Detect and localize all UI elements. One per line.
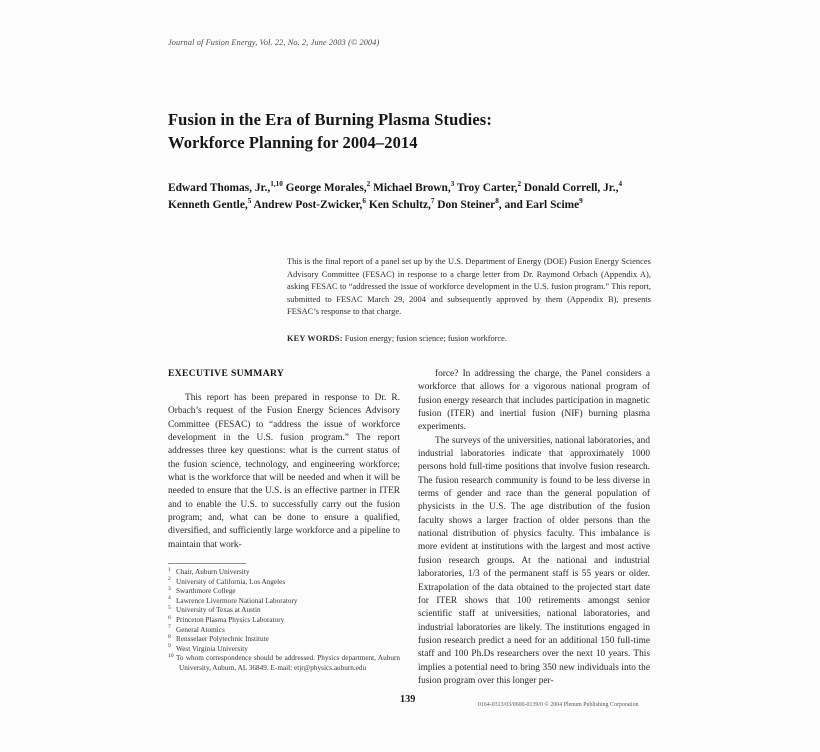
page-number: 139 [400,694,416,705]
footnote-list [168,568,400,674]
author-name: Troy Carter, [454,182,518,194]
author-name: , and Earl Scime [498,198,580,211]
footnote-text: University of California, Los Angeles [176,577,286,586]
author-list [168,180,658,213]
author-affiliation-marker: 2 [366,180,371,189]
author-name: George Morales, [282,182,367,194]
footnote-text: General Atomics [176,625,225,634]
author-line-2 [168,197,658,214]
author-affiliation-marker: 7 [430,196,435,205]
footnote-item: 5 University of Texas at Austin [168,604,261,615]
page-title [168,108,688,154]
author-affiliation-marker: 8 [495,196,499,205]
footnote-item: 6 Princeton Plasma Physics Laboratory [168,614,285,624]
author-affiliation-marker: 2 [517,180,522,189]
right-paragraph-1: force? In addressing the charge, the Panel considers a workforce that allows for a vigorous national program of fusion energy research that includes participation in magnetic fusion (ITER) and inertial fusion (NIF) burning plasma experiments. [418,369,650,433]
author-name: Andrew Post-Zwicker, [251,198,363,211]
author-name: Kenneth Gentle, [168,198,248,211]
footnote-text: Chair, Auburn University [176,568,250,576]
footnote-item: 10 To whom correspondence should be addressed. Physics department, Auburn University, Auburn, AL 36849. E-mail: etjr@physics.auburn.edu [168,652,400,672]
keywords-value: Fusion energy; fusion science; fusion workforce. [344,334,507,343]
keywords-line [287,334,651,343]
author-affiliation-marker: 9 [579,196,583,205]
author-affiliation-marker: 5 [247,196,252,205]
title-line-2: Workforce Planning for 2004–2014 [168,133,418,152]
right-paragraph-2: The surveys of the universities, national laboratories, and industrial laboratories indicate that approximately 1000 persons hold full-time positions that involve fusion research. The fusion research community is found to be less diverse in terms of gender and race than the general population of physicists in the U.S. The age distribution of the fusion faculty shows a larger fraction of older persons than the national distribution of physics faculty. This imbalance is more evident at institutions with the largest and most active fusion research groups. At the national and industrial laboratories, 1/3 of the permanent staff is 55 years or older. Extrapolation of the data obtained to the projected start date for ITER shows that 100 retirements amongst senior scientific staff at universities, national laboratories, and industrial laboratories are likely. The institutions engaged in fusion research predict a need for an additional 150 full-time staff and 100 Ph.Ds researchers over the next 10 years. This implies a potential need to bring 350 new individuals into the fusion program over this longer per- [418,435,650,686]
footnote-text: University of Texas at Austin [176,606,261,615]
section-heading-executive-summary: EXECUTIVE SUMMARY [168,368,285,379]
author-name: Edward Thomas, Jr., [168,182,271,194]
author-name: Donald Correll, Jr., [521,182,619,194]
footnote-item: 8 Rensselaer Polytechnic Institute [168,633,269,644]
copyright-line: 0164-0313/03/0600-0139/0 © 2004 Plenum Publishing Corporation [478,702,639,708]
journal-running-head: Journal of Fusion Energy, Vol. 22, No. 2, June 2003 (© 2004) [168,38,380,47]
footnote-item: 9 West Virginia University [168,643,248,653]
author-line-1 [168,180,658,197]
footnote-item: 7 General Atomics [168,624,225,634]
footnote-item: 1 Chair, Auburn University [168,566,250,576]
author-affiliation-marker: 4 [618,180,623,189]
left-paragraph-1: This report has been prepared in response to Dr. R. Orbach’s request of the Fusion Energy Sciences Advisory Committee (FESAC) to “address the issue of workforce development in the U.S. fusion program.” The report addresses three key questions: what is the current status of the fusion science, technology, and engineering workforce; what is the workforce that will be needed and when it will be needed to ensure that the U.S. is an effective partner in ITER and to enable the U.S. to successfully carry out the fusion program; and, what can be done to ensure a qualified, diversified, and sufficiently large workforce and a pipeline to maintain that work- [168,393,400,550]
abstract-block [287,256,651,319]
footnote-separator-rule [168,563,246,564]
footnote-text: Rensselaer Polytechnic Institute [176,635,269,644]
author-affiliation-marker: 1,10 [270,180,283,189]
author-affiliation-marker: 3 [450,180,455,189]
footnote-text: West Virginia University [176,644,248,653]
footnote-item: 3 Swarthmore College [168,585,236,596]
footnote-text: To whom correspondence should be addressed. Physics department, Auburn University, Auburn, AL 36849. E-mail: etjr@physics.auburn.edu [176,654,400,672]
right-column [418,368,650,688]
keywords-label: KEY WORDS: [287,334,343,343]
footnote-item: 2 University of California, Los Angeles [168,576,286,586]
left-column [168,368,400,552]
footnote-text: Swarthmore College [176,587,236,596]
abstract-text: This is the final report of a panel set up by the U.S. Department of Energy (DOE) Fusion Energy Sciences Advisory Committee (FESAC) in response to a charge letter from Dr. Raymond Orbach (Appendix A), asking FESAC to “addressed the issue of workforce development in the U.S. fusion program.” This report, submitted to FESAC March 29, 2004 and subsequently approved by them (Appendix B), presents FESAC’s response to that charge. [287,257,651,317]
author-name: Michael Brown, [370,182,451,194]
title-line-1: Fusion in the Era of Burning Plasma Studies: [168,110,492,129]
footnote-text: Lawrence Livermore National Laboratory [176,596,298,605]
footnote-text: Princeton Plasma Physics Laboratory [176,615,285,624]
author-name: Don Steiner [434,198,496,211]
author-name: Ken Schultz, [365,198,431,211]
footnote-item: 4 Lawrence Livermore National Laboratory [168,595,298,605]
author-affiliation-marker: 6 [362,196,366,205]
